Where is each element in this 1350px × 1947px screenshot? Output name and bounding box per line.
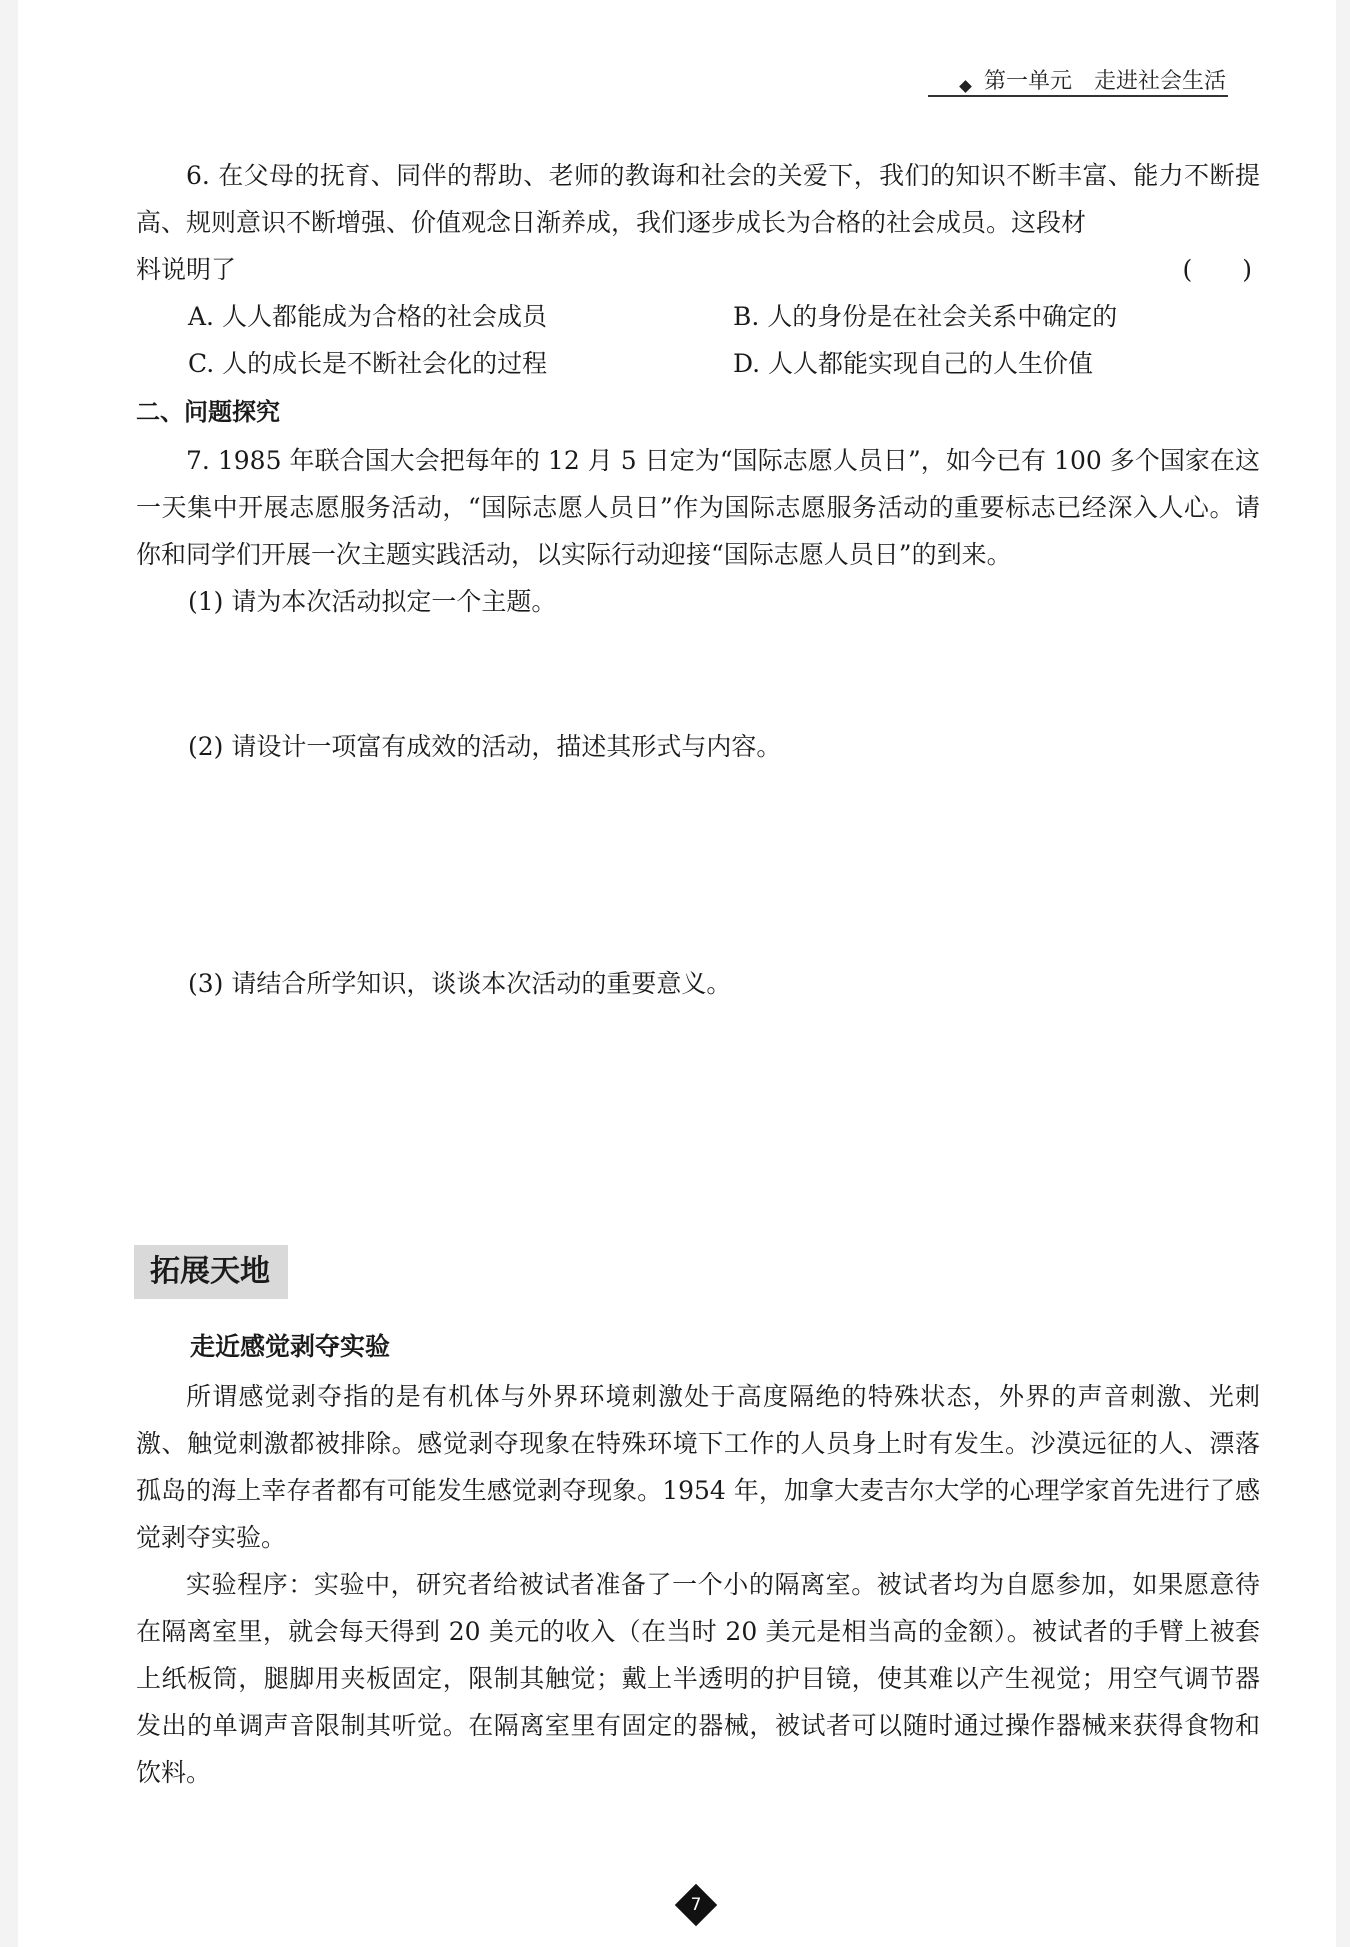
page-number-badge — [674, 1883, 718, 1927]
option-a: A. 人人都能成为合格的社会成员 — [188, 302, 547, 331]
page-content — [136, 152, 1260, 1796]
question-6 — [136, 152, 1260, 387]
option-b: B. 人的身份是在社会关系中确定的 — [733, 302, 1118, 331]
diamond-bullet-icon — [959, 80, 972, 93]
q6-options — [188, 293, 1260, 387]
extension-section — [136, 1245, 1260, 1796]
q7-sub-1: (1) 请为本次活动拟定一个主题。 — [188, 587, 557, 616]
q7-sub-2: (2) 请设计一项富有成效的活动，描述其形式与内容。 — [188, 732, 782, 761]
answer-blank: ( ) — [1182, 255, 1252, 284]
section-title: 二、问题探究 — [136, 398, 280, 426]
q7-stem: 7. 1985 年联合国大会把每年的 12 月 5 日定为“国际志愿人员日”，如今已有 100 多个国家在这一天集中开展志愿服务活动，“国际志愿人员日”作为国际志愿服务活动的重要标志已经深入人心。请你和同学们开展一次主题实践活动，以实际行动迎接“国际志愿人员日”的到来。 — [136, 446, 1260, 569]
q7-sub-3: (3) 请结合所学知识，谈谈本次活动的重要意义。 — [188, 969, 732, 998]
reading-title: 走近感觉剥夺实验 — [190, 1332, 391, 1361]
option-d: D. 人人都能实现自己的人生价值 — [733, 349, 1094, 378]
unit-title: 第一单元 走进社会生活 — [983, 68, 1226, 94]
q6-stem: 6. 在父母的抚育、同伴的帮助、老师的教诲和社会的关爱下，我们的知识不断丰富、能力不断提高、规则意识不断增强、价值观念日渐养成，我们逐步成长为合格的社会成员。这段材 — [136, 161, 1260, 237]
running-header — [961, 62, 1226, 96]
question-7 — [136, 437, 1260, 1245]
answer-space-1 — [136, 625, 1260, 723]
header-rule — [928, 95, 1228, 97]
option-c: C. 人的成长是不断社会化的过程 — [188, 349, 548, 378]
extension-box-title: 拓展天地 — [134, 1245, 288, 1299]
reading-paragraph-2: 实验程序：实验中，研究者给被试者准备了一个小的隔离室。被试者均为自愿参加，如果愿意待在隔离室里，就会每天得到 20 美元的收入（在当时 20 美元是相当高的金额）。被试者的手臂上被套上纸板筒，腿脚用夹板固定，限制其触觉；戴上半透明的护目镜，使其难以产生视觉；用空气调节器发出的单调声音限制其听觉。在隔离室里有固定的器械，被试者可以随时通过操作器械来获得食物和饮料。 — [136, 1570, 1260, 1787]
textbook-page — [18, 0, 1336, 1947]
q6-stem-end-line — [136, 246, 1260, 293]
q6-stem-end: 料说明了 — [136, 255, 237, 284]
reading-paragraph-1: 所谓感觉剥夺指的是有机体与外界环境刺激处于高度隔绝的特殊状态，外界的声音刺激、光刺激、触觉刺激都被排除。感觉剥夺现象在特殊环境下工作的人员身上时有发生。沙漠远征的人、漂落孤岛的海上幸存者都有可能发生感觉剥夺现象。1954 年，加拿大麦吉尔大学的心理学家首先进行了感觉剥夺实验。 — [136, 1382, 1260, 1552]
answer-space-2 — [136, 770, 1260, 960]
answer-space-3 — [136, 1007, 1260, 1245]
page-number: 7 — [690, 1895, 702, 1915]
